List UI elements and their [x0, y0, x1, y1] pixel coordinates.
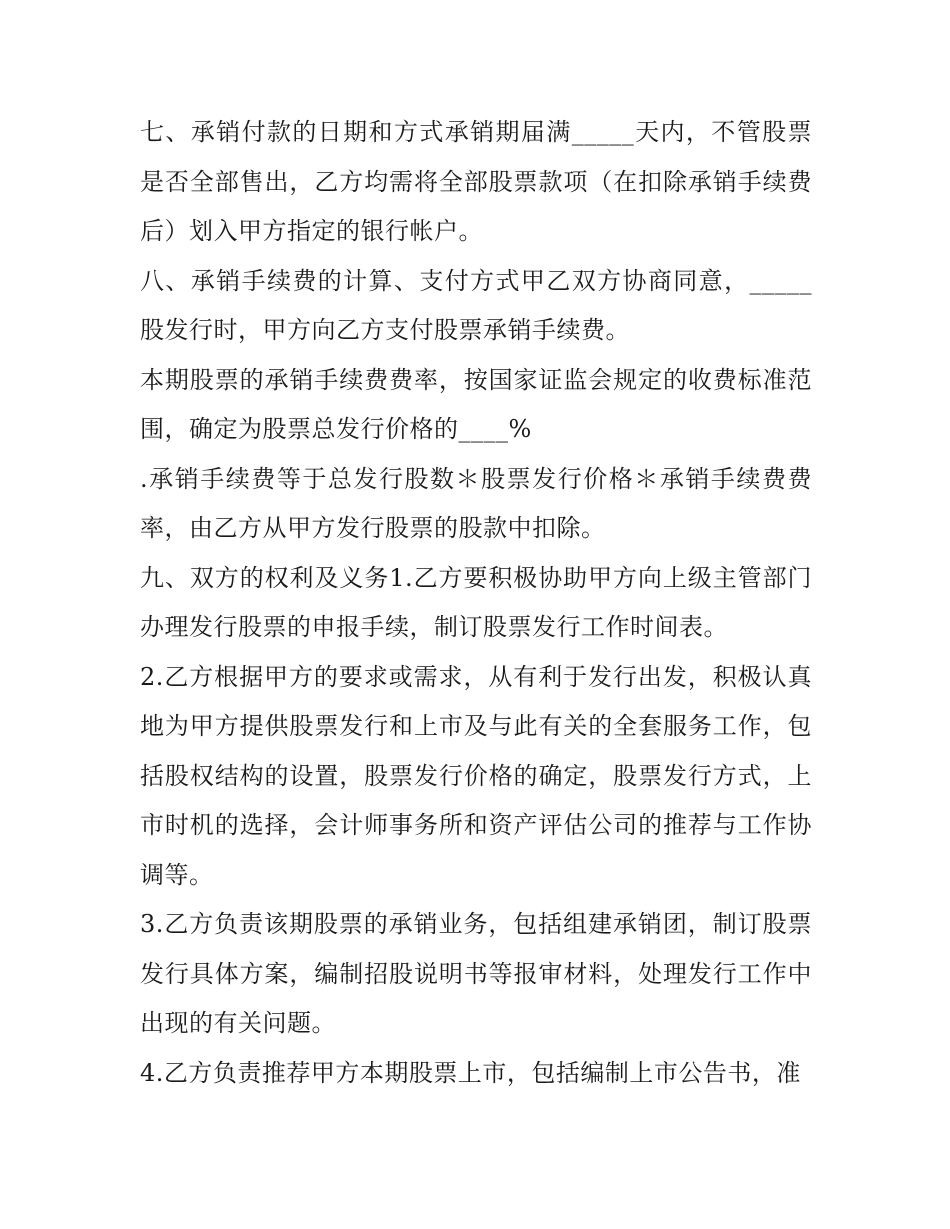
obligation-item-3: 3.乙方负责该期股票的承销业务，包括组建承销团，制订股票发行具体方案，编制招股说明书等报审材料，处理发行工作中出现的有关问题。 — [140, 910, 812, 1037]
clause-9-rights-obligations: 九、双方的权利及义务1.乙方要积极协助甲方向上级主管部门办理发行股票的申报手续，制订股票发行工作时间表。 — [140, 563, 812, 641]
clause-7-payment-terms: 七、承销付款的日期和方式承销期届满_____天内，不管股票是否全部售出，乙方均需将全部股票款项（在扣除承销手续费后）划入甲方指定的银行帐户。 — [140, 118, 812, 245]
document-body — [140, 108, 812, 1098]
obligation-item-2: 2.乙方根据甲方的要求或需求，从有利于发行出发，积极认真地为甲方提供股票发行和上市及与此有关的全套服务工作，包括股权结构的设置，股票发行价格的确定，股票发行方式，上市时机的选择，会计师事务所和资产评估公司的推荐与工作协调等。 — [140, 662, 812, 889]
fee-formula-paragraph: .承销手续费等于总发行股数＊股票发行价格＊承销手续费费率，由乙方从甲方发行股票的股款中扣除。 — [140, 464, 812, 542]
fee-rate-paragraph: 本期股票的承销手续费费率，按国家证监会规定的收费标准范围，确定为股票总发行价格的____% — [140, 365, 812, 443]
clause-8-fee-calculation: 八、承销手续费的计算、支付方式甲乙双方协商同意，_____股发行时，甲方向乙方支付股票承销手续费。 — [140, 266, 812, 344]
obligation-item-4: 4.乙方负责推荐甲方本期股票上市，包括编制上市公告书，准 — [140, 1058, 801, 1087]
